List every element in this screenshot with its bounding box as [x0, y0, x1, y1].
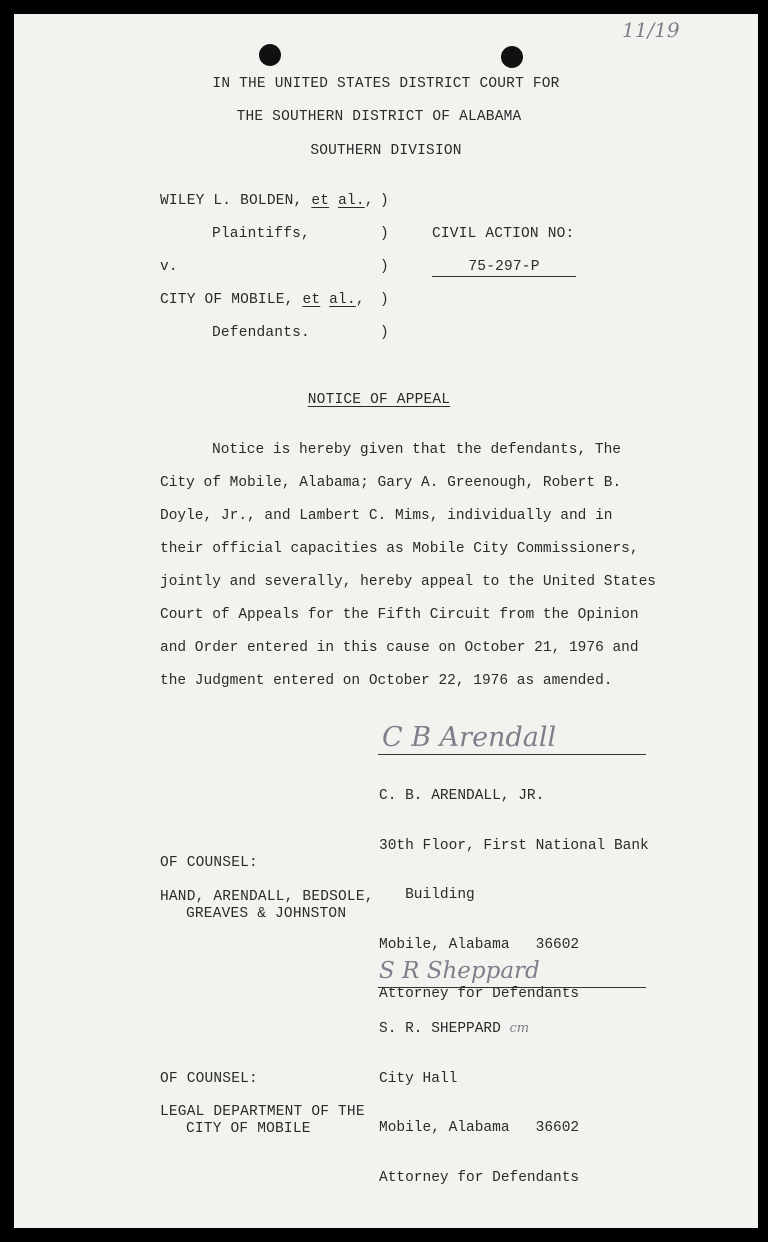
versus-label: v. [160, 259, 178, 275]
body-line: City of Mobile, Alabama; Gary A. Greenough, Robert B. [160, 475, 622, 491]
body-line: Notice is hereby given that the defendants, The [212, 442, 621, 458]
attorney-block-sheppard [379, 988, 579, 1219]
legal-dept-line2: CITY OF MOBILE [186, 1121, 311, 1137]
plaintiff-name: WILEY L. BOLDEN, [160, 193, 303, 209]
al-text: al. [329, 292, 356, 308]
defendants-label: Defendants. [212, 325, 310, 341]
body-line: Doyle, Jr., and Lambert C. Mims, individually and in [160, 508, 613, 524]
page-number-handwritten: 11/19 [622, 18, 680, 42]
notice-title: NOTICE OF APPEAL [307, 392, 451, 408]
attorney-name-text: S. R. SHEPPARD [379, 1021, 501, 1037]
of-counsel-label: OF COUNSEL: [160, 1071, 258, 1087]
comma-text: , [355, 292, 365, 308]
defendant-name: CITY OF MOBILE, [160, 292, 294, 308]
body-line: Court of Appeals for the Fifth Circuit from the Opinion [160, 607, 639, 623]
signature-sheppard: S R Sheppard [379, 958, 540, 984]
court-heading-line2: THE SOUTHERN DISTRICT OF ALABAMA [236, 109, 522, 125]
caption-paren: ) [380, 226, 389, 242]
caption-paren: ) [380, 325, 389, 341]
body-line: and Order entered in this cause on October 21, 1976 and [160, 640, 639, 656]
attorney-city: Mobile, Alabama 36602 [379, 936, 580, 953]
document-page [14, 14, 758, 1228]
al-text: al. [338, 193, 365, 209]
punch-hole-right [501, 46, 523, 68]
body-line: jointly and severally, hereby appeal to the United States [160, 574, 656, 590]
punch-hole-left [259, 44, 281, 66]
civil-action-label: CIVIL ACTION NO: [432, 226, 575, 242]
attorney-address: Building [379, 887, 475, 903]
firm-name-line1: HAND, ARENDALL, BEDSOLE, [160, 889, 374, 905]
attorney-name: C. B. ARENDALL, JR. [379, 788, 545, 804]
caption-paren: ) [380, 193, 389, 209]
signature-arendall: C B Arendall [382, 722, 557, 753]
notice-body [160, 434, 680, 698]
et-text: et [302, 292, 321, 308]
defendant-line [160, 292, 365, 308]
body-line: the Judgment entered on October 22, 1976 as amended. [160, 673, 613, 689]
attorney-city: Mobile, Alabama 36602 [379, 1120, 580, 1136]
attorney-name [379, 1021, 579, 1038]
legal-dept-line1: LEGAL DEPARTMENT OF THE [160, 1104, 365, 1120]
of-counsel-label: OF COUNSEL: [160, 855, 258, 871]
handwritten-initials: cm [509, 1021, 530, 1036]
plaintiffs-label: Plaintiffs, [212, 226, 310, 242]
attorney-address: City Hall [379, 1070, 458, 1087]
caption-paren: ) [380, 292, 389, 308]
caption-paren: ) [380, 259, 389, 275]
attorney-role: Attorney for Defendants [379, 1169, 580, 1186]
body-line: their official capacities as Mobile City Commissioners, [160, 541, 639, 557]
court-heading-line3: SOUTHERN DIVISION [310, 143, 462, 159]
comma-text: , [364, 193, 374, 209]
attorney-address: 30th Floor, First National Bank [379, 837, 649, 854]
plaintiff-line [160, 193, 374, 209]
attorney-role: Attorney for Defendants [379, 986, 580, 1002]
firm-name-line2: GREAVES & JOHNSTON [186, 906, 347, 922]
court-heading-line1: IN THE UNITED STATES DISTRICT COURT FOR [212, 76, 560, 92]
et-text: et [311, 193, 330, 209]
civil-action-number: 75-297-P [432, 259, 576, 277]
